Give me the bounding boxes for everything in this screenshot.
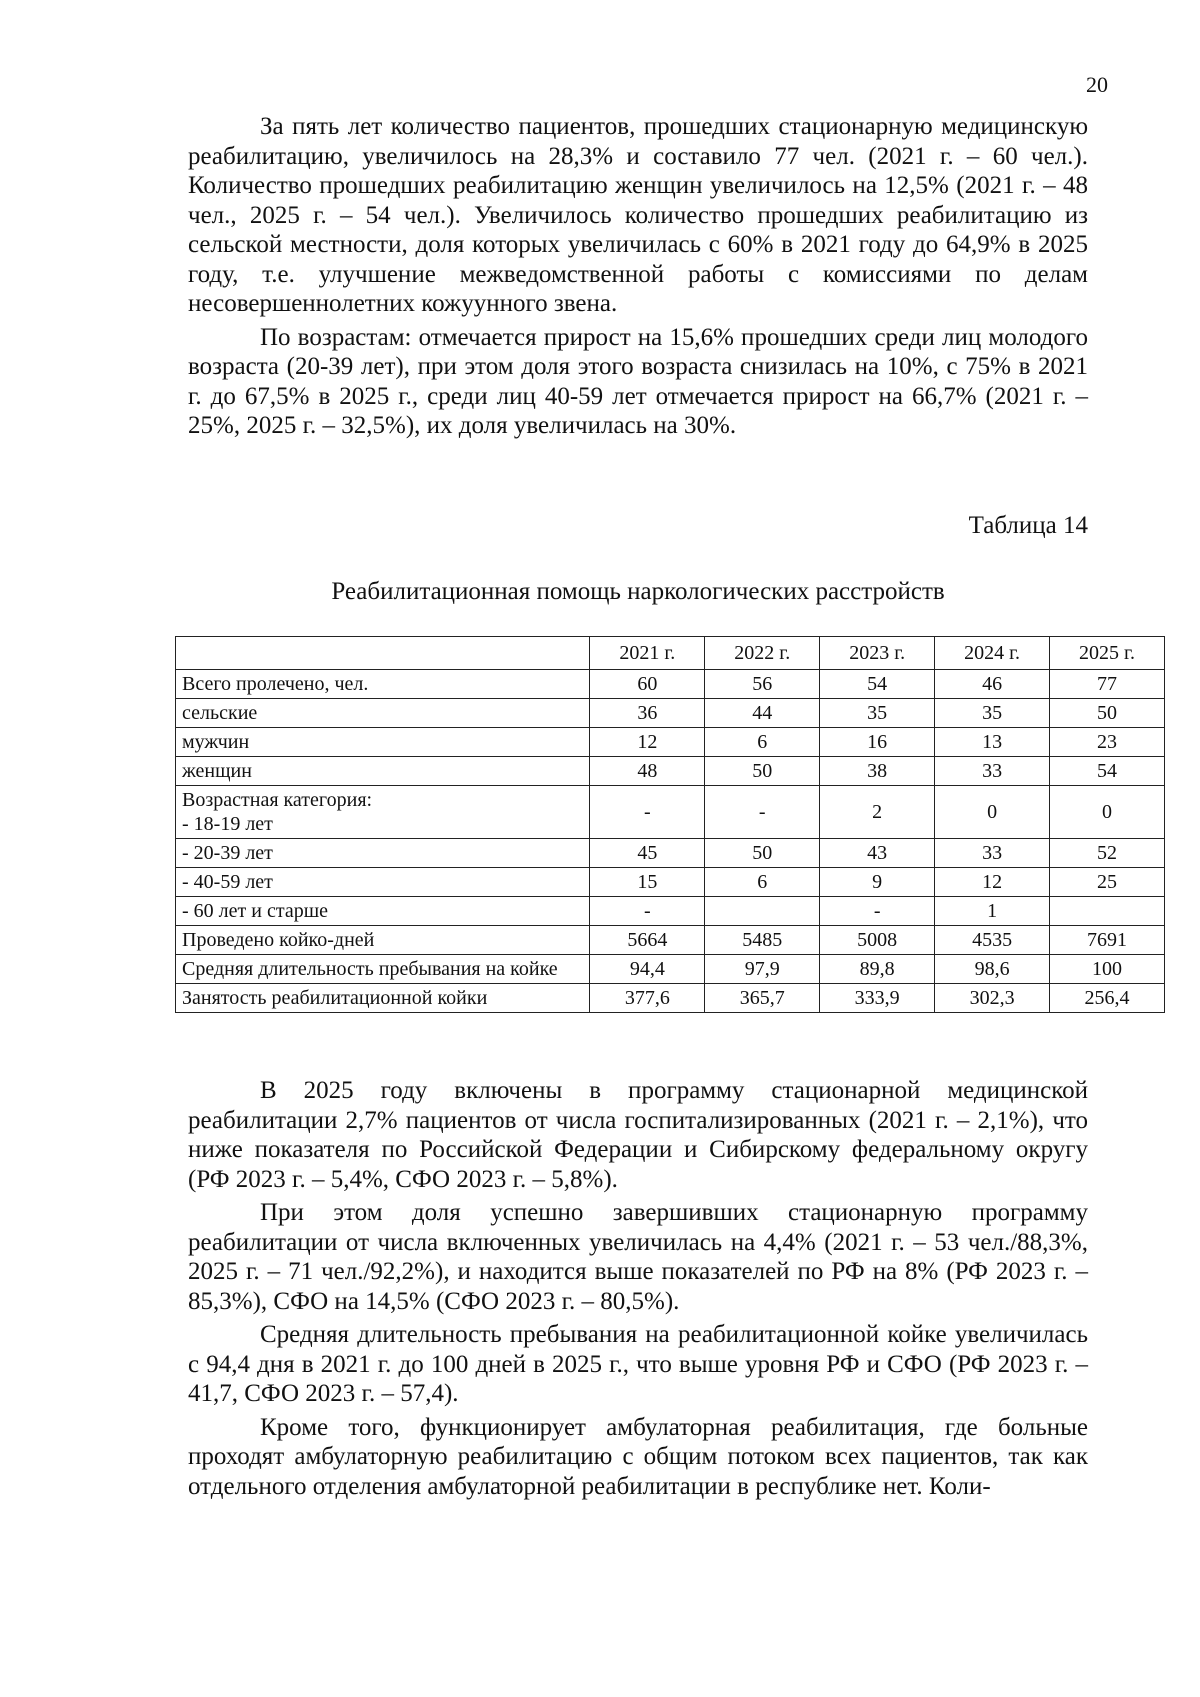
table-cell: 60 [590, 670, 705, 699]
table-cell: 35 [820, 699, 935, 728]
table-cell: 97,9 [705, 955, 820, 984]
table-cell: 15 [590, 868, 705, 897]
table-cell: 48 [590, 757, 705, 786]
column-header: 2024 г. [935, 637, 1050, 670]
table-cell: 12 [590, 728, 705, 757]
table-cell: 23 [1050, 728, 1165, 757]
table-cell: 0 [935, 786, 1050, 839]
table-cell: 50 [705, 839, 820, 868]
table-cell: 100 [1050, 955, 1165, 984]
row-label: сельские [176, 699, 590, 728]
table-cell: 6 [705, 728, 820, 757]
page-number: 20 [1086, 72, 1108, 97]
table-cell: 43 [820, 839, 935, 868]
table-cell: 13 [935, 728, 1050, 757]
column-header: 2025 г. [1050, 637, 1165, 670]
table-row [176, 757, 1165, 786]
paragraph: Средняя длительность пребывания на реабилитационной койке увеличилась с 94,4 дня в 2021 г. до 100 дней в 2025 г., что выше уровня РФ и СФО (РФ 2023 г. – 41,7, СФО 2023 г. – 57,4). [188, 1321, 1088, 1407]
data-table [175, 636, 1165, 1013]
row-label: Проведено койко-дней [176, 926, 590, 955]
table-cell: 98,6 [935, 955, 1050, 984]
table-cell [705, 897, 820, 926]
table-row [176, 670, 1165, 699]
table-label: Таблица 14 [968, 512, 1088, 539]
table-cell: 54 [820, 670, 935, 699]
table-cell: 33 [935, 839, 1050, 868]
paragraph: За пять лет количество пациентов, прошедших стационарную медицинскую реабилитацию, увеличилось на 28,3% и составило 77 чел. (2021 г. – 60 чел.). Количество прошедших реабилитацию женщин увеличилось на 12,5% (2021 г. – 48 чел., 2025 г. – 54 чел.). Увеличилось количество прошедших реабилитацию из сельской местности, доля которых увеличилась с 60% в 2021 году до 64,9% в 2025 году, т.е. улучшение межведомственной работы с комиссиями по делам несовершеннолетних кожуунного звена. [188, 113, 1088, 317]
table-cell: 94,4 [590, 955, 705, 984]
table-cell: 50 [1050, 699, 1165, 728]
table-cell: 50 [705, 757, 820, 786]
row-label: - 40-59 лет [176, 868, 590, 897]
table-cell: 52 [1050, 839, 1165, 868]
table-cell: 365,7 [705, 984, 820, 1013]
table-cell: - [705, 786, 820, 839]
table-cell: 5008 [820, 926, 935, 955]
table-header-row [176, 637, 1165, 670]
table-row [176, 839, 1165, 868]
table-cell: 33 [935, 757, 1050, 786]
table-cell: 16 [820, 728, 935, 757]
paragraph: По возрастам: отмечается прирост на 15,6% прошедших среди лиц молодого возраста (20-39 лет), при этом доля этого возраста снизилась на 10%, с 75% в 2021 г. до 67,5% в 2025 г., среди лиц 40-59 лет отмечается прирост на 66,7% (2021 г. – 25%, 2025 г. – 32,5%), их доля увеличилась на 30%. [188, 323, 1088, 439]
table-cell: 46 [935, 670, 1050, 699]
table-cell: 54 [1050, 757, 1165, 786]
table-cell: 35 [935, 699, 1050, 728]
table-cell: 6 [705, 868, 820, 897]
table-row [176, 984, 1165, 1013]
table-cell: - [590, 786, 705, 839]
table-row [176, 955, 1165, 984]
paragraph: При этом доля успешно завершивших стационарную программу реабилитации от числа включенных увеличилась на 4,4% (2021 г. – 53 чел./88,3%, 2025 г. – 71 чел./92,2%), и находится выше показателей по РФ на 8% (РФ 2023 г. – 85,3%), СФО на 14,5% (СФО 2023 г. – 80,5%). [188, 1199, 1088, 1315]
table-cell: 12 [935, 868, 1050, 897]
row-label: - 20-39 лет [176, 839, 590, 868]
table-cell: 7691 [1050, 926, 1165, 955]
table-row [176, 728, 1165, 757]
paragraph: Кроме того, функционирует амбулаторная реабилитация, где больные проходят амбулаторную реабилитацию с общим потоком всех пациентов, так как отдельного отделения амбулаторной реабилитации в республике нет. Коли- [188, 1413, 1088, 1500]
table-cell: 56 [705, 670, 820, 699]
table-cell: 77 [1050, 670, 1165, 699]
row-label: Средняя длительность пребывания на койке [176, 955, 590, 984]
table-cell: 44 [705, 699, 820, 728]
table-cell: 45 [590, 839, 705, 868]
table-cell: 5485 [705, 926, 820, 955]
conclusion-text [188, 1076, 1088, 1505]
row-label: Всего пролечено, чел. [176, 670, 590, 699]
table-cell: 2 [820, 786, 935, 839]
table-cell [1050, 897, 1165, 926]
table-cell: 4535 [935, 926, 1050, 955]
table-row [176, 897, 1165, 926]
table-cell: 1 [935, 897, 1050, 926]
column-header: 2021 г. [590, 637, 705, 670]
table-cell: 36 [590, 699, 705, 728]
table-row [176, 699, 1165, 728]
row-label: женщин [176, 757, 590, 786]
column-header: 2023 г. [820, 637, 935, 670]
table-cell: 256,4 [1050, 984, 1165, 1013]
table-cell: 302,3 [935, 984, 1050, 1013]
column-header: 2022 г. [705, 637, 820, 670]
table-row [176, 786, 1165, 839]
table-cell: 89,8 [820, 955, 935, 984]
table-cell: 377,6 [590, 984, 705, 1013]
table-cell: 5664 [590, 926, 705, 955]
table-cell: 38 [820, 757, 935, 786]
row-label: мужчин [176, 728, 590, 757]
row-label: Занятость реабилитационной койки [176, 984, 590, 1013]
intro-text [188, 112, 1088, 445]
table-cell: 333,9 [820, 984, 935, 1013]
table-row [176, 868, 1165, 897]
table-cell: - [590, 897, 705, 926]
table-cell: 9 [820, 868, 935, 897]
table-cell: 25 [1050, 868, 1165, 897]
table-title: Реабилитационная помощь наркологических расстройств [331, 578, 945, 605]
table-cell: 0 [1050, 786, 1165, 839]
table-cell: - [820, 897, 935, 926]
paragraph: В 2025 году включены в программу стационарной медицинской реабилитации 2,7% пациентов от числа госпитализированных (2021 г. – 2,1%), что ниже показателя по Российской Федерации и Сибирскому федеральному округу (РФ 2023 г. – 5,4%, СФО 2023 г. – 5,8%). [188, 1077, 1088, 1193]
table-row [176, 926, 1165, 955]
column-header [176, 637, 590, 670]
row-label: - 60 лет и старше [176, 897, 590, 926]
row-label: Возрастная категория: - 18-19 лет [176, 786, 590, 839]
